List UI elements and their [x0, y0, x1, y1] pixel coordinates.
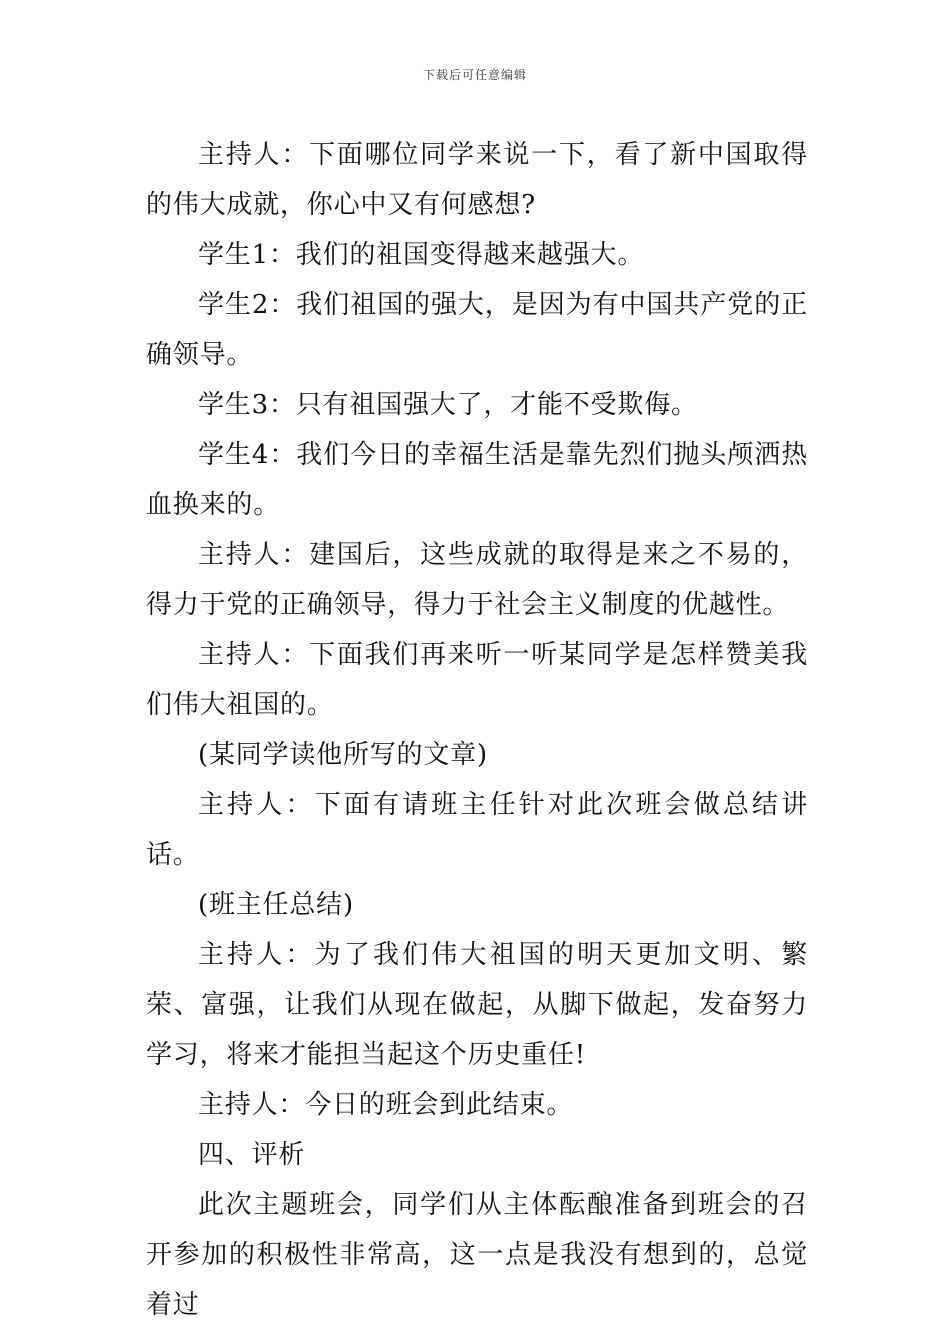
paragraph-teacher-summary-note: (班主任总结): [198, 890, 354, 920]
paragraph-student-3: 学生3：只有祖国强大了，才能不受欺侮。: [198, 390, 698, 420]
document-body: [146, 130, 808, 1330]
paragraph-student-4: 学生4：我们今日的幸福生活是靠先烈们抛头颅洒热血换来的。: [146, 440, 808, 520]
section-heading-analysis: 四、评析: [198, 1140, 306, 1170]
paragraph-host-invite-teacher: 主持人：下面有请班主任针对此次班会做总结讲话。: [146, 790, 808, 870]
paragraph-host-call-to-action: 主持人：为了我们伟大祖国的明天更加文明、繁荣、富强，让我们从现在做起，从脚下做起，发奋努力学习，将来才能担当起这个历史重任!: [146, 940, 808, 1070]
paragraph-reading-note: (某同学读他所写的文章): [198, 740, 488, 770]
paragraph-host-question: 主持人：下面哪位同学来说一下，看了新中国取得的伟大成就，你心中又有何感想?: [146, 140, 808, 220]
paragraph-host-closing: 主持人：今日的班会到此结束。: [198, 1090, 574, 1120]
paragraph-host-achievements: 主持人：建国后，这些成就的取得是来之不易的，得力于党的正确领导，得力于社会主义制度的优越性。: [146, 540, 808, 620]
page-header-note: 下载后可任意编辑: [422, 68, 527, 82]
paragraph-host-invite-reading: 主持人：下面我们再来听一听某同学是怎样赞美我们伟大祖国的。: [146, 640, 808, 720]
paragraph-student-2: 学生2：我们祖国的强大，是因为有中国共产党的正确领导。: [146, 290, 808, 370]
paragraph-analysis: 此次主题班会，同学们从主体酝酿准备到班会的召开参加的积极性非常高，这一点是我没有想到的，总觉着过: [146, 1190, 808, 1320]
paragraph-student-1: 学生1：我们的祖国变得越来越强大。: [198, 240, 645, 270]
